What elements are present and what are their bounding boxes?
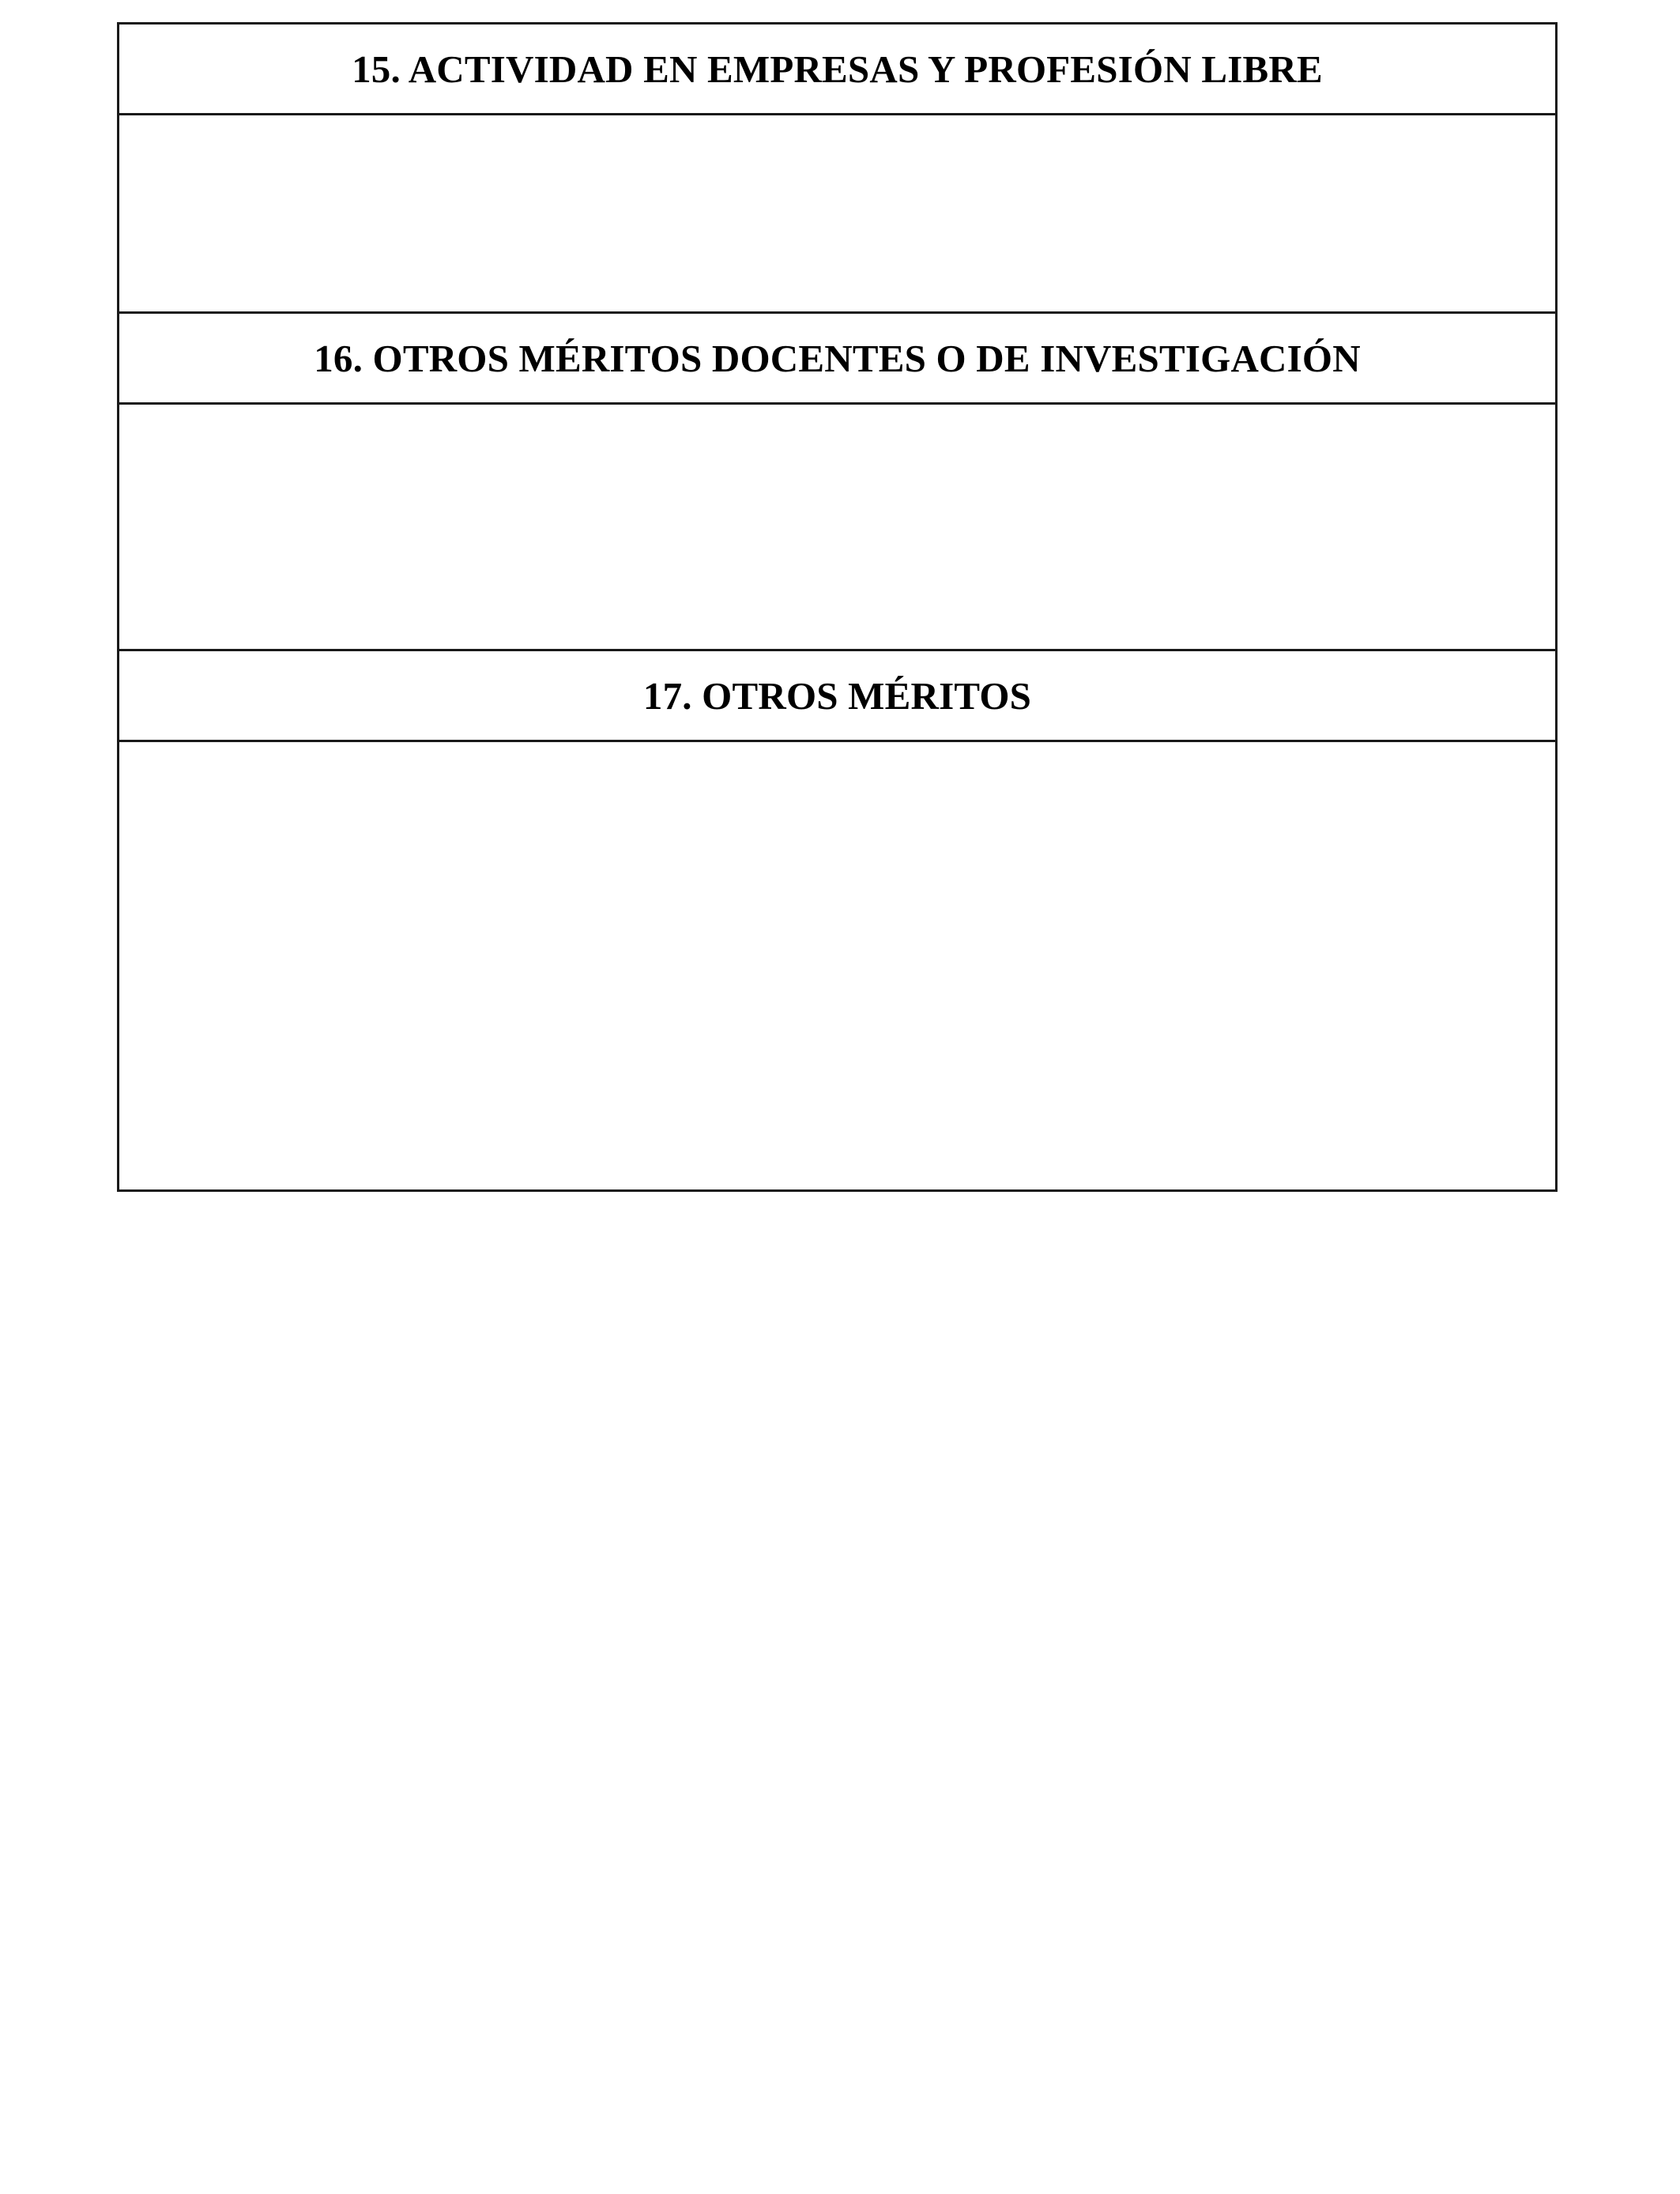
section-title: 17. OTROS MÉRITOS <box>642 673 1032 718</box>
section-body-actividad-empresas[interactable] <box>119 115 1555 314</box>
section-header-actividad-empresas <box>119 25 1555 115</box>
section-title: 15. ACTIVIDAD EN EMPRESAS Y PROFESIÓN LIBRE <box>352 47 1323 91</box>
section-body-otros-meritos-docentes[interactable] <box>119 405 1555 651</box>
section-body-otros-meritos[interactable] <box>119 742 1555 1189</box>
section-header-otros-meritos <box>119 651 1555 742</box>
section-header-otros-meritos-docentes <box>119 314 1555 405</box>
section-title: 16. OTROS MÉRITOS DOCENTES O DE INVESTIGACIÓN <box>314 336 1361 380</box>
merits-form-table <box>117 22 1558 1192</box>
